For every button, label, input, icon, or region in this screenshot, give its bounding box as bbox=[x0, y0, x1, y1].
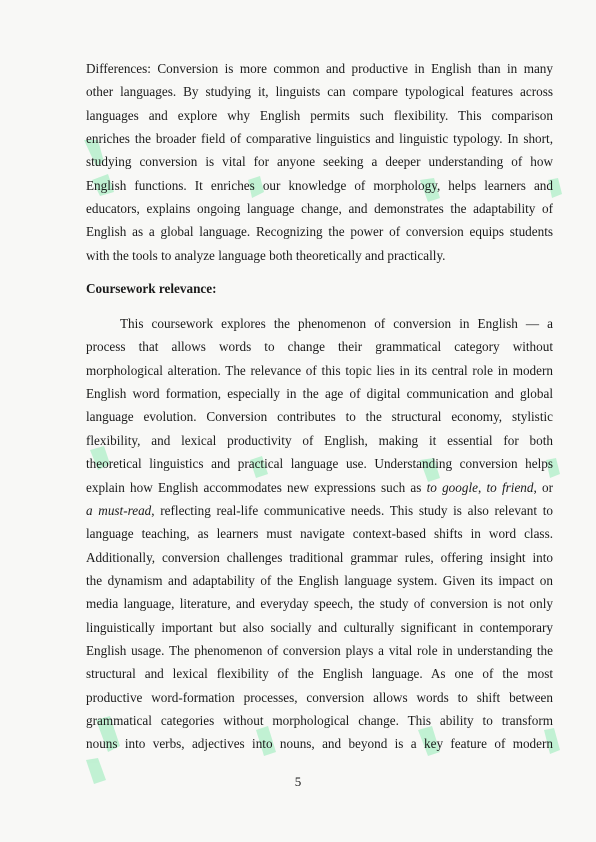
text-line: Additionally, conversion challenges traditional grammar rules, offering insight into bbox=[86, 549, 553, 565]
text-line: other languages. By studying it, linguists can compare typological features across bbox=[86, 84, 553, 100]
section-heading: Coursework relevance: bbox=[86, 281, 217, 297]
text-span: , reflecting real-life communicative needs. This study is also relevant to bbox=[151, 502, 553, 518]
text-line: This coursework explores the phenomenon of conversion in English — a bbox=[120, 316, 553, 332]
text-line: English functions. It enriches our knowledge of morphology, helps learners and bbox=[86, 177, 553, 193]
relevance-paragraph bbox=[86, 312, 553, 756]
text-line: enriches the broader field of comparative linguistics and linguistic typology. In short, bbox=[86, 131, 553, 147]
text-line: Differences: Conversion is more common and productive in English than in many bbox=[86, 61, 553, 76]
text-span: explain how English accommodates new expressions such as bbox=[86, 479, 427, 495]
text-line-must-read bbox=[86, 499, 553, 522]
text-line: language teaching, as learners must navigate context-based shifts in word class. bbox=[86, 526, 553, 542]
text-span: , bbox=[477, 479, 487, 495]
text-line: structural and lexical flexibility of the English language. As one of the most bbox=[86, 666, 553, 682]
example-to-google: to google bbox=[426, 479, 478, 495]
text-line: the dynamism and adaptability of the English language system. Given its impact on bbox=[86, 572, 553, 588]
text-line-examples bbox=[86, 476, 553, 499]
text-line: linguistically important but also socially and culturally significant in contemporary bbox=[86, 619, 553, 635]
page-number: 5 bbox=[294, 774, 302, 789]
example-to-friend: to friend bbox=[486, 479, 534, 495]
text-line: morphological alteration. The relevance of this topic lies in its central role in modern bbox=[86, 362, 553, 378]
text-line: media language, literature, and everyday speech, the study of conversion is not only bbox=[86, 596, 553, 612]
text-line: productive word-formation processes, conversion allows words to shift between bbox=[86, 689, 553, 705]
intro-paragraph bbox=[86, 57, 553, 267]
text-line: with the tools to analyze language both theoretically and practically. bbox=[86, 247, 446, 263]
text-line: English word formation, especially in the age of digital communication and global bbox=[86, 386, 553, 402]
example-a-must-read: a must-read bbox=[86, 502, 152, 518]
text-line: English as a global language. Recognizing the power of conversion equips students bbox=[86, 224, 553, 240]
text-line: theoretical linguistics and practical language use. Understanding conversion helps bbox=[86, 456, 553, 472]
page-content bbox=[86, 57, 553, 756]
text-line: nouns into verbs, adjectives into nouns, and beyond is a key feature of modern bbox=[86, 736, 553, 752]
text-line: educators, explains ongoing language change, and demonstrates the adaptability of bbox=[86, 201, 553, 217]
text-line: English usage. The phenomenon of conversion plays a vital role in understanding the bbox=[86, 642, 553, 658]
text-line: process that allows words to change their grammatical category without bbox=[86, 339, 553, 355]
text-line: languages and explore why English permits such flexibility. This comparison bbox=[86, 107, 553, 123]
text-line: flexibility, and lexical productivity of English, making it essential for both bbox=[86, 432, 553, 448]
text-line: studying conversion is vital for anyone seeking a deeper understanding of how bbox=[86, 154, 553, 170]
text-span: , or bbox=[533, 479, 553, 495]
text-line: language evolution. Conversion contributes to the structural economy, stylistic bbox=[86, 409, 553, 425]
text-line: grammatical categories without morphological change. This ability to transform bbox=[86, 712, 553, 728]
